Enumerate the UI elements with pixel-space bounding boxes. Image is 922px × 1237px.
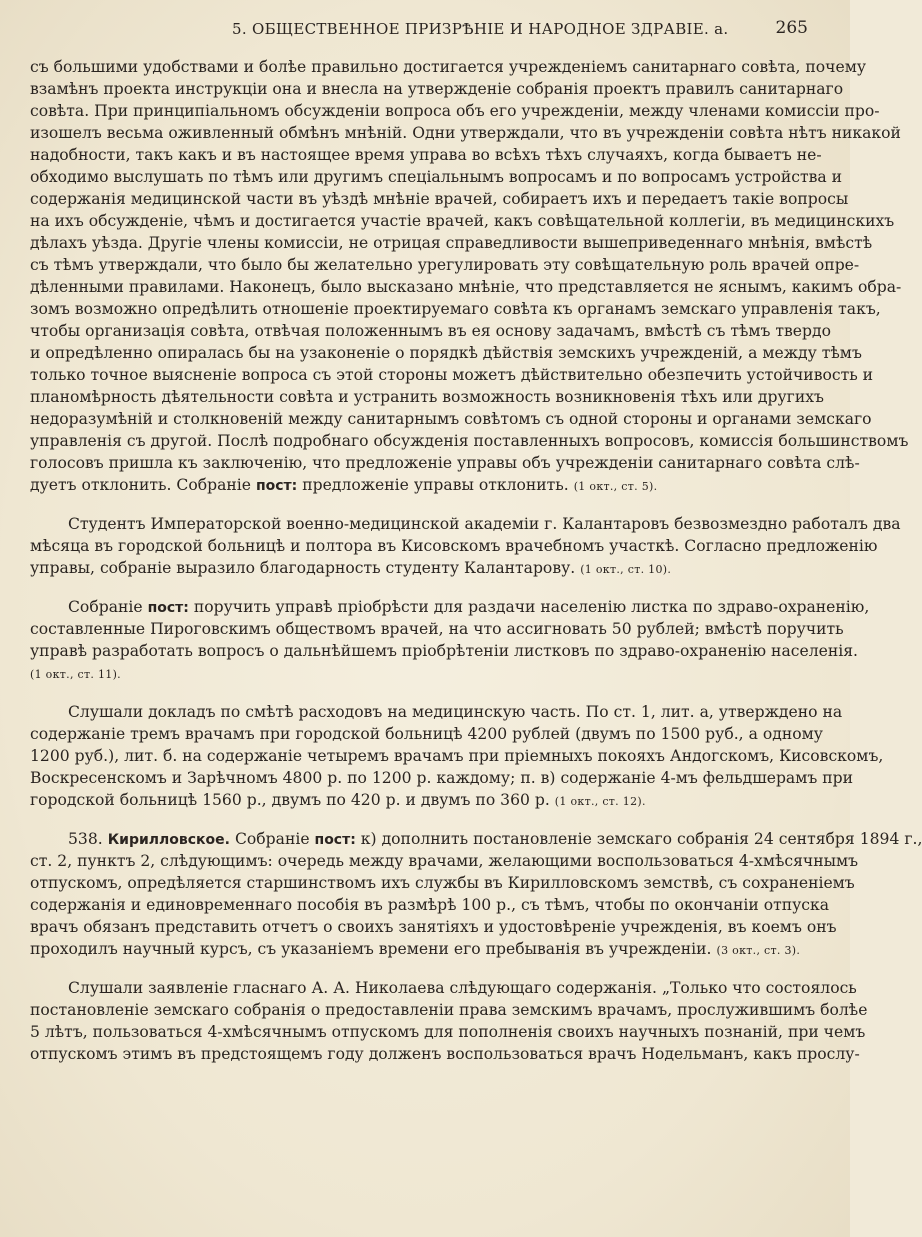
line-text: дуетъ отклонить. Собраніе [30,476,256,494]
paragraph [30,596,870,684]
line-text: Собраніе [230,830,315,848]
paragraph [30,828,922,960]
line-text: предложеніе управы отклонить. [297,476,574,494]
text-line: недоразумѣній и столкновеній между санитарнымъ совѣтомъ съ одной стороны и органами земскаго [30,410,872,428]
text-line: чтобы организація совѣта, отвѣчая положеннымъ въ ея основу задачамъ, вмѣстѣ съ тѣмъ твердо [30,322,831,340]
text-line: надобности, такъ какъ и въ настоящее время управа во всѣхъ тѣхъ случаяхъ, когда бываетъ не- [30,146,822,164]
paragraph [30,701,884,811]
text-line: врачъ обязанъ представить отчетъ о своихъ занятіяхъ и удостовѣреніе учрежденія, въ коемъ онъ [30,918,837,936]
text-line: изошелъ весьма оживленный обмѣнъ мнѣній. Одни утверждали, что въ учрежденіи совѣта нѣтъ никакой [30,124,901,142]
district-heading: Кирилловское. [107,832,230,848]
text-line: совѣта. При принципіальномъ обсужденіи вопроса объ его учрежденіи, между членами комиссіи про- [30,102,880,120]
text-line: содержанія медицинской части въ уѣздѣ мнѣніе врачей, собираетъ ихъ и передаетъ такіе вопросы [30,190,849,208]
text-line: управленія съ другой. Послѣ подробнаго обсужденія поставленныхъ вопросовъ, комиссія большинствомъ [30,432,909,450]
text-line [30,557,820,579]
text-line: Слушали докладъ по смѣтѣ расходовъ на медицинскую часть. По ст. 1, лит. а, утверждено на [68,703,843,721]
text-line: мѣсяца въ городской больницѣ и полтора въ Кисовскомъ врачебномъ участкѣ. Согласно предложенію [30,537,878,555]
text-line: 5 лѣтъ, пользоваться 4-хмѣсячнымъ отпускомъ для пополненія своихъ научныхъ познаній, при чемъ [30,1023,866,1041]
session-reference: (1 окт., ст. 11). [30,668,121,681]
session-reference: (1 окт., ст. 5). [573,480,658,493]
paragraph [30,977,868,1065]
keyword-bold: пост: [314,832,356,848]
text-line [30,938,820,960]
text-line [30,662,820,684]
paragraph-gap [30,579,820,596]
text-line: содержаніе тремъ врачамъ при городской больницѣ 4200 рублей (двумъ по 1500 руб., а одному [30,725,823,743]
paragraph [30,56,909,496]
line-text: городской больницѣ 1560 р., двумъ по 420 р. и двумъ по 360 р. [30,791,555,809]
line-text: к) дополнить постановленіе земскаго собранія 24 сентября 1894 г., [355,830,922,848]
line-text: поручить управѣ пріобрѣсти для раздачи населенію листка по здраво-охраненію, [188,598,870,616]
text-line [30,828,922,850]
text-line: только точное выясненіе вопроса съ этой стороны можетъ дѣйствительно обезпечить устойчивость и [30,366,874,384]
line-text: проходилъ научный курсъ, съ указаніемъ времени его пребыванія въ учрежденіи. [30,940,717,958]
text-line: 1200 руб.), лит. б. на содержаніе четыремъ врачамъ при пріемныхъ покояхъ Андогскомъ, Кисовскомъ, [30,747,884,765]
keyword-bold: пост: [255,478,298,494]
line-text: управы, собраніе выразило благодарность студенту Калантарову. [30,559,581,577]
text-line: и опредѣленно опиралась бы на узаконеніе о порядкѣ дѣйствія земскихъ учрежденій, а между тѣмъ [30,344,862,362]
paragraph-gap [30,496,820,513]
text-line: управѣ разработать вопросъ о дальнѣйшемъ пріобрѣтеніи листковъ по здраво-охраненію населенія. [30,642,859,660]
text-line: обходимо выслушать по тѣмъ или другимъ спеціальнымъ вопросамъ и по вопросамъ устройства и [30,168,843,186]
text-line: Слушали заявленіе гласнаго А. А. Николаева слѣдующаго содержанія. „Только что состоялось [68,979,857,997]
paragraph-gap [30,684,820,701]
text-line: зомъ возможно опредѣлить отношеніе проектируемаго совѣта къ органамъ земскаго управленія такъ, [30,300,881,318]
text-line [30,596,870,618]
text-line: составленные Пироговскимъ обществомъ врачей, на что ассигновать 50 рублей; вмѣстѣ поручить [30,620,844,638]
text-line [30,474,820,496]
session-reference: (1 окт., ст. 10). [580,563,672,576]
page-number: 265 [775,18,808,38]
text-line: Воскресенскомъ и Зарѣчномъ 4800 р. по 1200 р. каждому; п. в) содержаніе 4-мъ фельдшерамъ при [30,769,853,787]
session-reference: (3 окт., ст. 3). [716,944,801,957]
line-text: Собраніе [68,598,148,616]
text-line: планомѣрность дѣятельности совѣта и устранить возможность возникновенія тѣхъ или другихъ [30,388,824,406]
text-line [30,789,820,811]
text-body [30,56,922,1065]
text-line: съ большими удобствами и болѣе правильно достигается учрежденіемъ санитарнаго совѣта, почему [30,58,866,76]
text-line: взамѣнъ проекта инструкціи она и внесла на утвержденіе собранія проектъ правилъ санитарнаго [30,80,844,98]
text-line: содержанія и единовременнаго пособія въ размѣрѣ 100 р., съ тѣмъ, чтобы по окончаніи отпуска [30,896,830,914]
text-line: отпускомъ этимъ въ предстоящемъ году долженъ воспользоваться врачъ Нодельманъ, какъ прослу- [30,1045,860,1063]
text-line: голосовъ пришла къ заключенію, что предложеніе управы объ учрежденіи санитарнаго совѣта слѣ- [30,454,860,472]
text-line: ст. 2, пунктъ 2, слѣдующимъ: очередь между врачами, желающими воспользоваться 4-хмѣсячнымъ [30,852,859,870]
text-line: дѣлахъ уѣзда. Другіе члены комиссіи, не отрицая справедливости вышеприведеннаго мнѣнія, вмѣстѣ [30,234,873,252]
text-line: съ тѣмъ утверждали, что было бы желательно урегулировать эту совѣщательную роль врачей опре- [30,256,860,274]
running-header [0,18,850,42]
session-reference: (1 окт., ст. 12). [554,795,646,808]
text-line: Студентъ Императорской военно-медицинской академіи г. Калантаровъ безвозмездно работалъ два [68,515,901,533]
paragraph-gap [30,811,820,828]
paragraph [30,513,901,579]
header-title: 5. ОБЩЕСТВЕННОЕ ПРИЗРѢНІЕ И НАРОДНОЕ ЗДРАВІЕ. а. [232,20,729,38]
text-line: постановленіе земскаго собранія о предоставленіи права земскимъ врачамъ, прослужившимъ болѣе [30,1001,868,1019]
text-line: на ихъ обсужденіе, чѣмъ и достигается участіе врачей, какъ совѣщательной коллегіи, въ медицинскихъ [30,212,895,230]
line-text: 538. [68,830,108,848]
text-line: дѣленными правилами. Наконецъ, было высказано мнѣніе, что представляется не яснымъ, какимъ обра- [30,278,902,296]
keyword-bold: пост: [147,600,189,616]
text-line: отпускомъ, опредѣляется старшинствомъ ихъ службы въ Кирилловскомъ земствѣ, съ сохраненіемъ [30,874,855,892]
paragraph-gap [30,960,820,977]
